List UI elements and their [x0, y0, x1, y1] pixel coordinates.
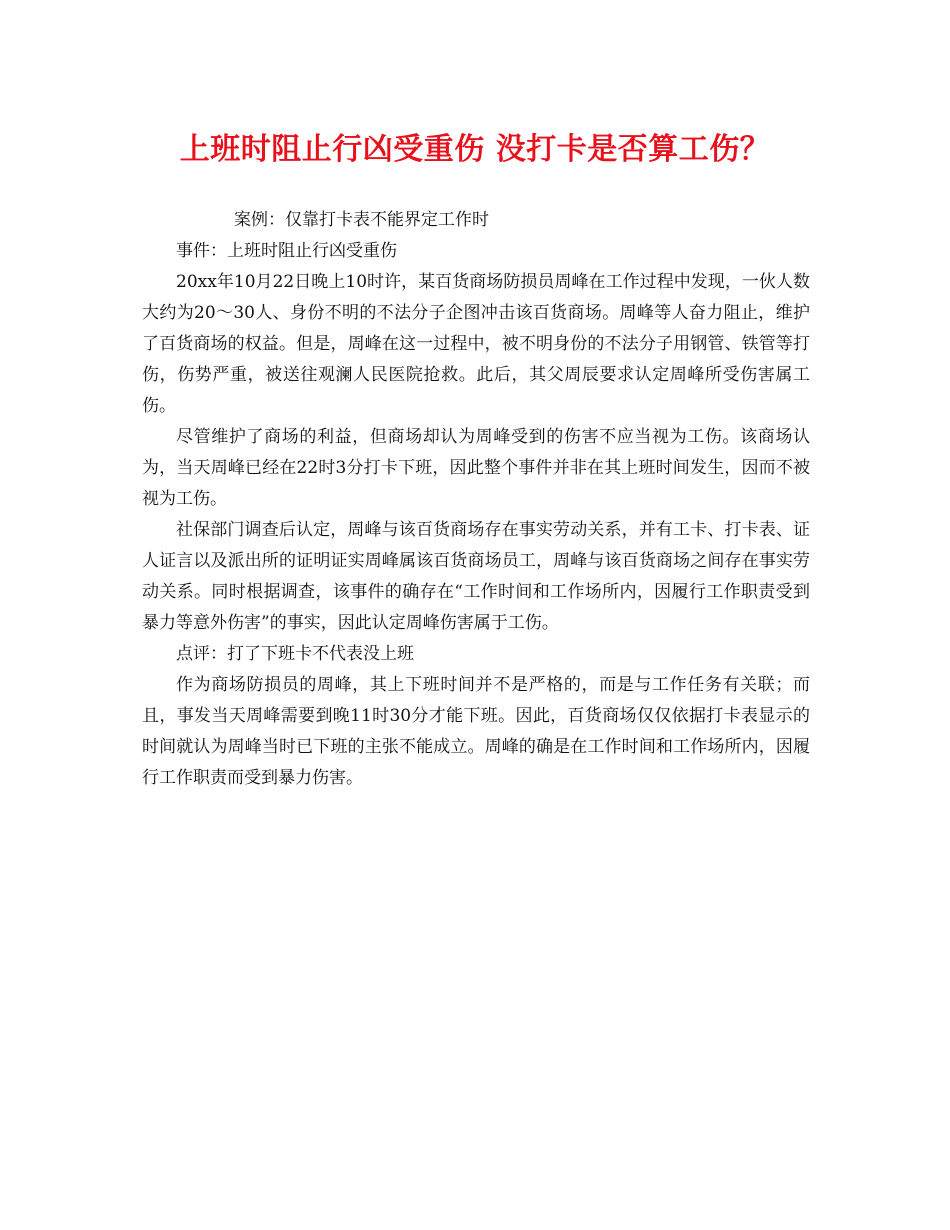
document-title: 上班时阻止行凶受重伤 没打卡是否算工伤？ — [179, 132, 771, 167]
document-body — [142, 205, 810, 794]
comment-heading: 点评：打了下班卡不代表没上班 — [176, 644, 414, 664]
paragraph-social-security-finding: 社保部门调查后认定，周峰与该百货商场存在事实劳动关系，并有工卡、打卡表、证人证言以及派出所的证明证实周峰属该百货商场员工，周峰与该百货商场之间存在事实劳动关系。同时根据调查，该事件的确存在“工作时间和工作场所内，因履行工作职责受到暴力等意外伤害”的事实，因此认定周峰伤害属于工伤。 — [142, 520, 810, 633]
event-heading: 事件：上班时阻止行凶受重伤 — [176, 241, 397, 261]
case-heading: 案例：仅靠打卡表不能界定工作时 — [234, 210, 489, 230]
paragraph-incident: 20xx年10月22日晚上10时许，某百货商场防损员周峰在工作过程中发现，一伙人数大约为20～30人、身份不明的不法分子企图冲击该百货商场。周峰等人奋力阻止，维护了百货商场的权益。但是，周峰在这一过程中，被不明身份的不法分子用钢管、铁管等打伤，伤势严重，被送往观澜人民医院抢救。此后，其父周辰要求认定周峰所受伤害属工伤。 — [142, 272, 810, 416]
paragraph-comment: 作为商场防损员的周峰，其上下班时间并不是严格的，而是与工作任务有关联；而且，事发当天周峰需要到晚11时30分才能下班。因此，百货商场仅仅依据打卡表显示的时间就认为周峰当时已下班的主张不能成立。周峰的确是在工作时间和工作场所内，因履行工作职责而受到暴力伤害。 — [142, 675, 810, 788]
paragraph-employer-view: 尽管维护了商场的利益，但商场却认为周峰受到的伤害不应当视为工伤。该商场认为，当天周峰已经在22时3分打卡下班，因此整个事件并非在其上班时间发生，因而不被视为工伤。 — [142, 427, 810, 509]
